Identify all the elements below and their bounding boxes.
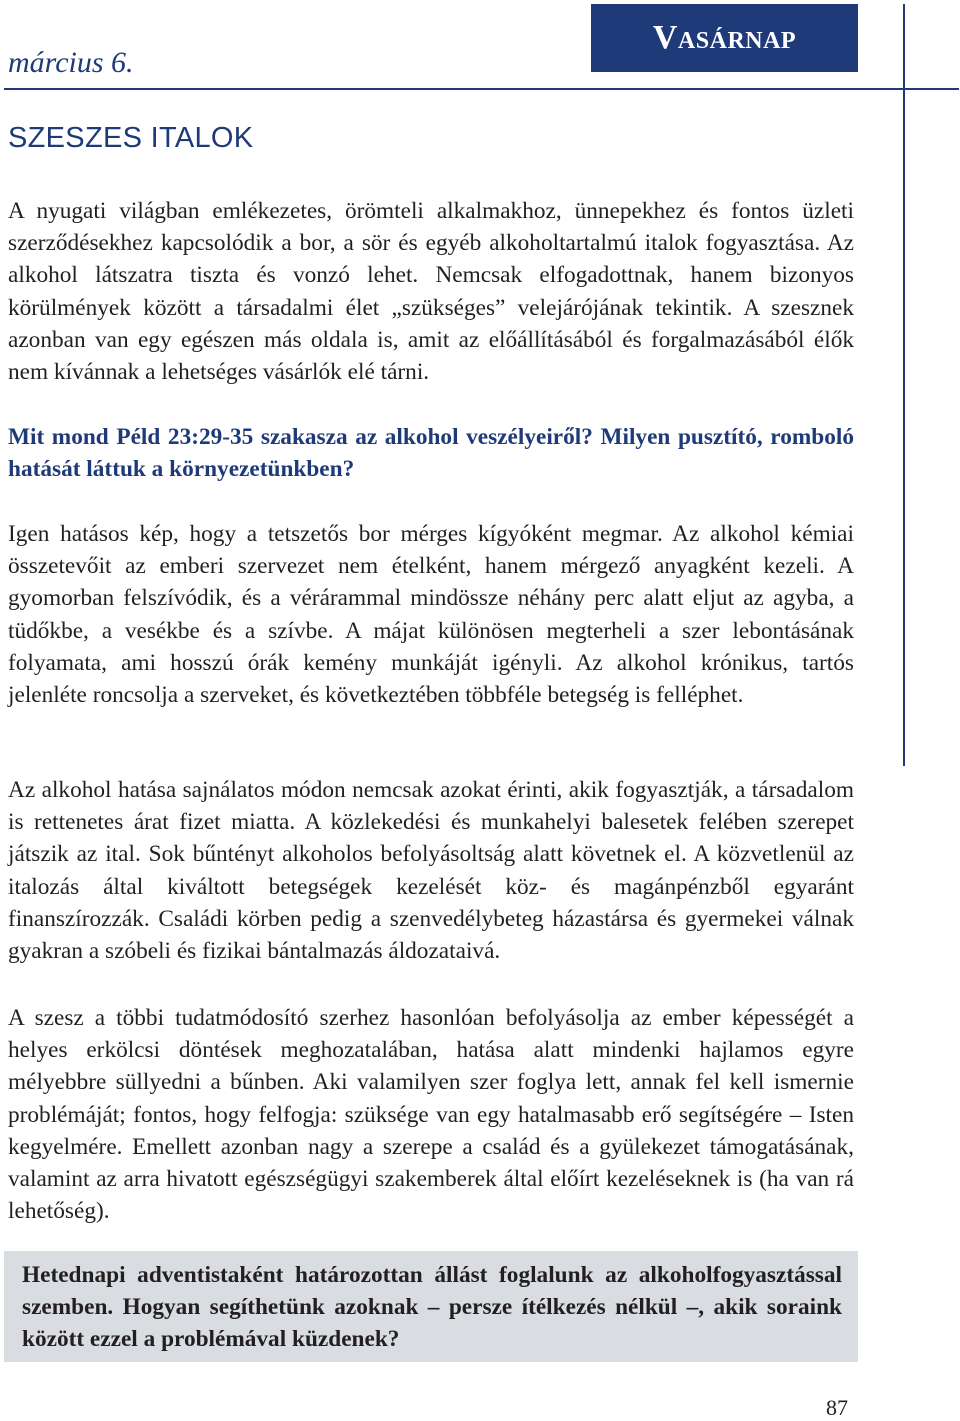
body-paragraph-2: Az alkohol hatása sajnálatos módon nemcsak azokat érinti, akik fogyasztják, a társadalom is rettenetes árat fizet miatta. A közlekedési és munkahelyi balesetek felében szerepet játszik az ital. Sok bűntényt alkoholos befolyásoltság alatt követnek el. A közvetlenül az italozás által kiváltott betegségek kezelését köz- és magánpénzből egyaránt finanszírozzák. Családi körben pedig a szenvedélybeteg házastársa és gyermekei válnak gyakran a szóbeli és fizikai bántalmazás áldozataivá. (8, 777, 854, 965)
day-badge: Vasárnap (591, 4, 858, 72)
date-label: március 6. (8, 46, 134, 79)
body-paragraph-1: Igen hatásos kép, hogy a tetszetős bor mérges kígyóként megmar. Az alkohol kémiai összetevőit az emberi szervezet nem ételként, hanem mérgező anyagként kezeli. A gyomorban felszívódik, és a vérárammal mindössze néhány perc alatt eljut az agyba, a tüdőkbe, a vesékbe és a szívbe. A májat különösen megterheli a szer lebontásának folyamata, ami hosszú órák kemény munkáját igényli. Az alkohol krónikus, tartós jelenléte roncsolja a szerveket, és következtében többféle betegség is felléphet. (8, 521, 854, 709)
reflection-text: Hetednapi adventistaként határozottan állást foglalunk az alkoholfogyasztással szemben. Hogyan segíthetünk azoknak – persze ítélkezés nélkül –, akik soraink között ezzel a problémával küzdenek? (22, 1262, 842, 1353)
reflection-box (4, 1251, 858, 1362)
page-title: SZESZES ITALOK (8, 122, 254, 154)
header-rule (4, 88, 959, 90)
page-number: 87 (826, 1395, 848, 1420)
study-question: Mit mond Péld 23:29-35 szakasza az alkohol veszélyeiről? Milyen pusztító, romboló hatását láttuk a környezetünkben? (8, 424, 854, 483)
body-paragraph-3: A szesz a többi tudatmódosító szerhez hasonlóan befolyásolja az ember képességét a helyes erkölcsi döntések meghozatalában, hatása alatt mindenki hajlamos egyre mélyebbre süllyedni a bűnben. Aki valamilyen szer foglya lett, annak fel kell ismernie problémáját; fontos, hogy felfogja: szüksége van egy hatalmasabb erő segítségére – Isten kegyelmére. Emellett azonban nagy a szerepe a család és a gyülekezet támogatásának, valamint az arra hivatott egészségügyi szakemberek által előírt kezeléseknek is (ha van rá lehetőség). (8, 1005, 854, 1225)
side-rule (903, 4, 905, 766)
intro-paragraph: A nyugati világban emlékezetes, örömteli alkalmakhoz, ünnepekhez és fontos üzleti szerződésekhez kapcsolódik a bor, a sör és egyéb alkoholtartalmú italok fogyasztása. Az alkohol látszatra tiszta és vonzó lehet. Nemcsak elfogadottnak, hanem bizonyos körülmények között a társadalmi élet „szükséges” velejárójának tekintik. A szesznek azonban van egy egészen más oldala is, amit az előállításából és forgalmazásából élők nem kívánnak a lehetséges vásárlók elé tárni. (8, 198, 854, 386)
